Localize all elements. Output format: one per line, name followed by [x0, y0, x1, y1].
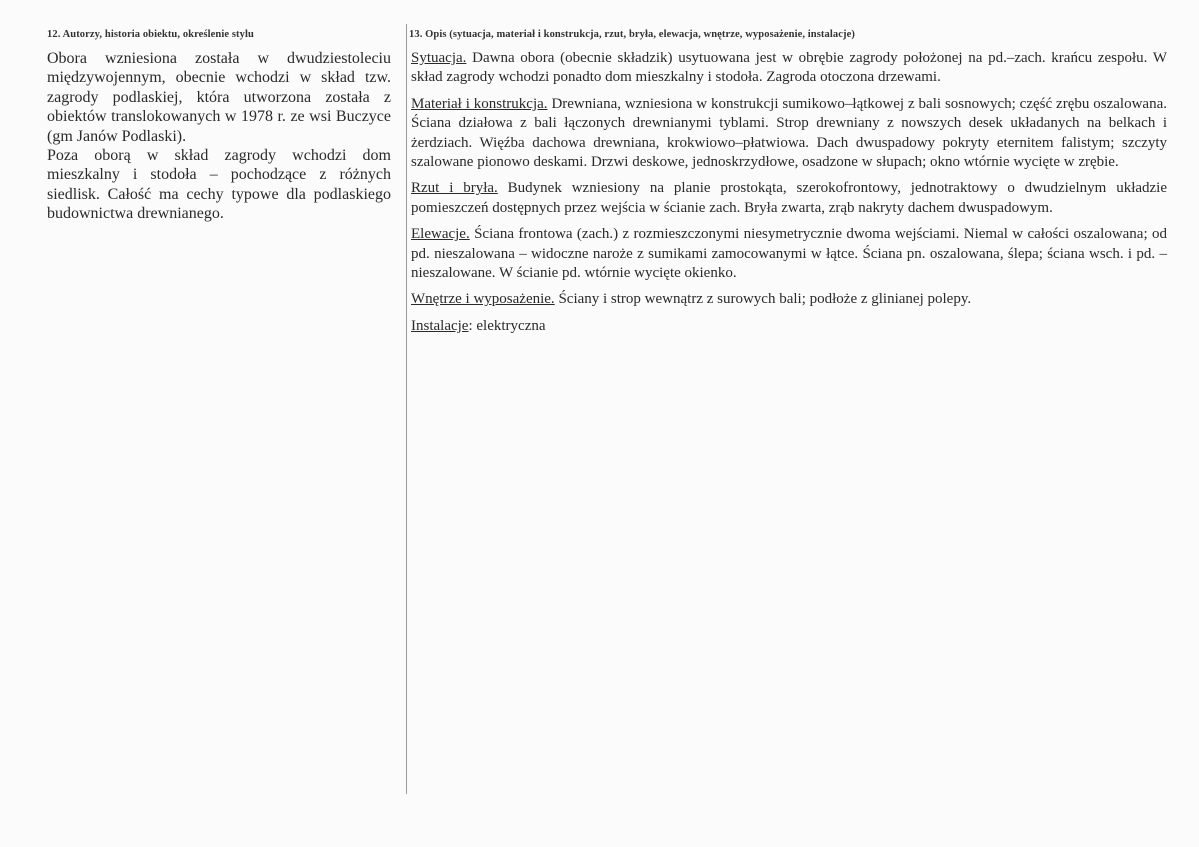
column-divider	[406, 24, 407, 794]
history-paragraph-2: Poza oborą w skład zagrody wchodzi dom mieszkalny i stodoła – pochodzące z różnych siedlisk. Całość ma cechy typowe dla podlaskiego budownictwa drewnianego.	[47, 147, 391, 223]
section-12-heading: 12. Autorzy, historia obiektu, określenie stylu	[47, 29, 254, 40]
right-column	[409, 29, 1167, 343]
elevations-label: Elewacje.	[411, 226, 470, 243]
interior-text: Ściany i strop wewnątrz z surowych bali; podłoże z glinianej polepy.	[554, 291, 972, 308]
installations-text: : elektryczna	[468, 317, 546, 334]
situation-text: Dawna obora (obecnie składzik) usytuowana jest w obrębie zagrody położonej na pd.–zach. krańcu zespołu. W skład zagrody wchodzi ponadto dom mieszkalny i stodoła. Zagroda otoczona drzewami.	[411, 50, 1167, 86]
section-13-heading: 13. Opis (sytuacja, materiał i konstrukcja, rzut, bryła, elewacja, wnętrze, wyposażenie, instalacje)	[409, 29, 855, 40]
description-elevations	[411, 225, 1167, 283]
description-plan	[411, 179, 1167, 218]
material-label: Materiał i konstrukcja.	[411, 95, 548, 112]
description-interior	[411, 290, 1167, 309]
left-column	[47, 29, 391, 224]
plan-label: Rzut i bryła.	[411, 180, 498, 197]
description-material	[411, 95, 1167, 173]
history-paragraph-1: Obora wzniesiona została w dwudziestoleciu międzywojennym, obecnie wchodzi w skład tzw. zagrody podlaskiej, która utworzona została z obiektów translokowanych w 1978 r. ze wsi Buczyce (gm Janów Podlaski).	[47, 50, 391, 145]
situation-label: Sytuacja.	[411, 50, 467, 66]
section-12-body	[47, 49, 391, 224]
description-installations	[411, 317, 1167, 336]
elevations-text: Ściana frontowa (zach.) z rozmieszczonymi niesymetrycznie dwoma wejściami. Niemal w całości oszalowana; od pd. nieszalowana – widoczne naroże z sumikami zamocowanymi w łątce. Ściana pn. oszalowana, ślepa; ściana wsch. i pd. – nieszalowane. W ścianie pd. wtórnie wycięte okienko.	[411, 226, 1167, 282]
material-text: Drewniana, wzniesiona w konstrukcji sumikowo–łątkowej z bali sosnowych; część zrębu oszalowana. Ściana działowa z bali łączonych drewnianymi tyblami. Strop drewniany z nowszych desek układanych na belkach i żerdziach. Więźba dachowa drewniana, krokwiowo–płatwiowa. Dach dwuspadowy pokryty eternitem falistym; szczyty szalowane pionowo deskami. Drzwi deskowe, jednoskrzydłowe, osadzone w słupach; okno wtórnie wycięte w zrębie.	[411, 95, 1167, 171]
installations-label: Instalacje	[411, 317, 469, 334]
description-situation	[411, 49, 1167, 88]
interior-label: Wnętrze i wyposażenie.	[411, 291, 555, 308]
plan-text: Budynek wzniesiony na planie prostokąta, szerokofrontowy, jednotraktowy o dwudzielnym układzie pomieszczeń dostępnych przez wejścia w ścianie zach. Bryła zwarta, zrąb nakryty dachem dwuspadowym.	[411, 180, 1168, 216]
